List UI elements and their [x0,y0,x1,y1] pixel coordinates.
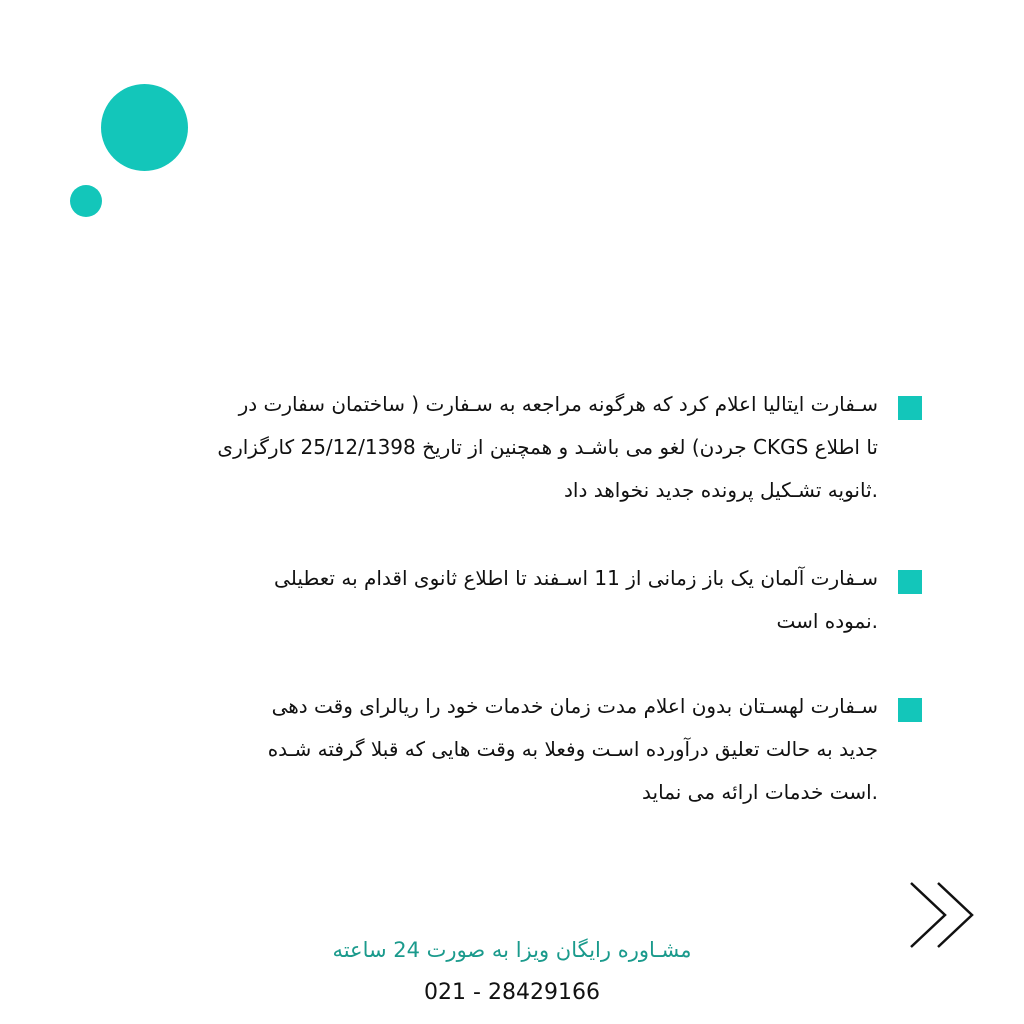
text-line: .ثانویه تشـکیل پرونده جدید نخواهد داد [564,478,878,502]
square-bullet-icon [898,698,922,722]
text-line: جدید به حالت تعلیق درآورده اسـت وفعلا به وقت هایی که قبلا گرفته شـده [267,737,878,761]
text-line: .نموده است [776,609,878,633]
text-line: سـفارت آلمان یک باز زمانی از 11 اسـفند تا اطلاع ثانوی اقدام به تعطیلی [274,566,878,590]
news-text [274,557,878,643]
free-consultation-text: مشـاوره رایگان ویزا به صورت 24 ساعته [332,938,692,962]
text-line: سـفارت ایتالیا اعلام کرد که هرگونه مراجعه به سـفارت ( ساختمان سفارت در [238,392,878,416]
news-text [217,383,878,512]
text-line: سـفارت لهسـتان بدون اعلام مدت زمان خدمات خود را ریالرای وقت دهی [271,694,878,718]
square-bullet-icon [898,396,922,420]
small-circle-decoration [70,185,102,217]
phone-number[interactable]: 021 - 28429166 [424,980,600,1005]
news-text [268,685,878,814]
large-circle-decoration [101,84,188,171]
text-line: تا اطلاع CKGS جردن) لغو می باشـد و همچنین از تاریخ 25/12/1398 کارگزاری [217,435,878,459]
text-line: .است خدمات ارائه می نماید [642,780,878,804]
square-bullet-icon [898,570,922,594]
